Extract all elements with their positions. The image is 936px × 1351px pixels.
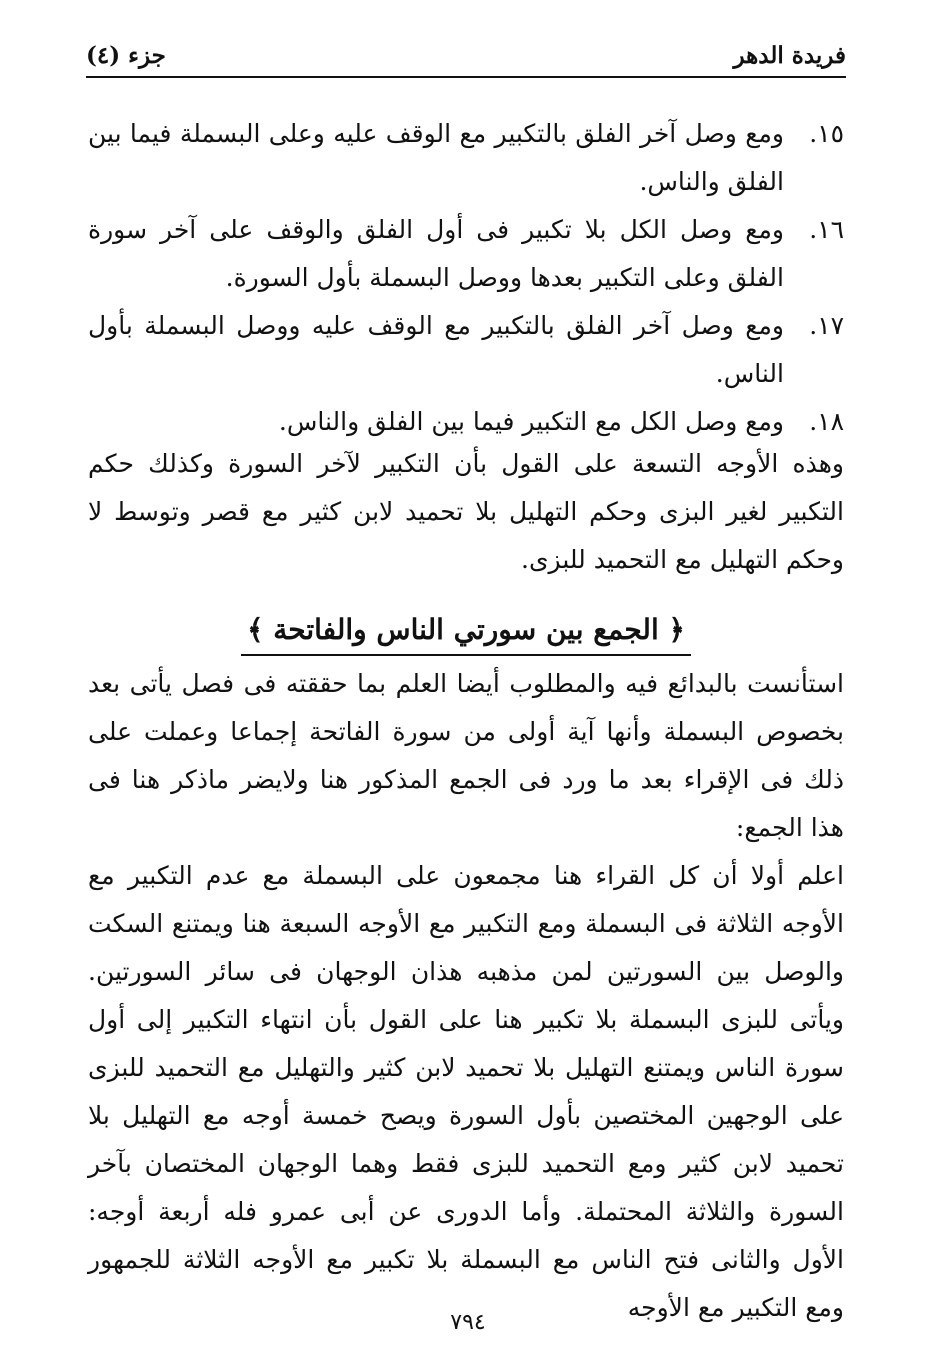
section-body [88,660,844,1332]
list-item-number: ١٦. [809,215,844,244]
list-item [88,398,844,446]
list-item-text: ومع وصل آخر الفلق بالتكبير مع الوقف عليه ووصل البسملة بأول الناس. [88,311,784,388]
running-header [86,36,846,76]
section-heading-text: ﴿ الجمع بين سورتي الناس والفاتحة ﴾ [241,608,691,656]
list-item [88,110,844,206]
section-heading [88,608,844,656]
list-item [88,206,844,302]
list-item-number: ١٥. [809,119,844,148]
section-paragraph-2: اعلم أولا أن كل القراء هنا مجمعون على البسملة مع عدم التكبير مع الأوجه الثلاثة فى البسملة ومع التكبير مع الأوجه السبعة هنا ويمتنع السكت والوصل بين السورتين لمن مذهبه هذان الوجهان فى سائر السورتين. ويأتى للبزى البسملة بلا تكبير هنا على القول بأن انتهاء التكبير إلى أول سورة الناس ويمتنع التهليل بلا تحميد لابن كثير والتهليل مع التحميد للبزى على الوجهين المختصين بأول السورة ويصح خمسة أوجه مع التهليل بلا تحميد لابن كثير ومع التحميد للبزى فقط وهما الوجهان المختصان بآخر السورة والثلاثة المحتملة. وأما الدورى عن أبى عمرو فله أربعة أوجه: الأول والثانى فتح الناس مع البسملة بلا تكبير مع الأوجه الثلاثة للجمهور ومع التكبير مع الأوجه [88,861,844,1322]
summary-paragraph: وهذه الأوجه التسعة على القول بأن التكبير لآخر السورة وكذلك حكم التكبير لغير البزى وحكم التهليل بلا تحميد لابن كثير مع قصر وتوسط لا وحكم التهليل مع التحميد للبزى. [88,449,844,574]
section-paragraph-1: استأنست بالبدائع فيه والمطلوب أيضا العلم بما حققته فى فصل يأتى بعد بخصوص البسملة وأنها آية أولى من سورة الفاتحة إجماعا وعملت على ذلك فى الإقراء بعد ما ورد فى الجمع المذكور هنا ولايضر ماذكر هنا فى هذا الجمع: [88,669,844,842]
page-number: ٧٩٤ [450,1310,486,1335]
numbered-list [88,110,844,446]
list-item [88,302,844,398]
volume-label: جزء (٤) [86,42,166,69]
book-title: فريدة الدهر [733,42,846,69]
list-item-text: ومع وصل الكل بلا تكبير فى أول الفلق والوقف على آخر سورة الفلق وعلى التكبير بعدها ووصل البسملة بأول السورة. [88,215,784,292]
list-item-text: ومع وصل آخر الفلق بالتكبير مع الوقف عليه وعلى البسملة فيما بين الفلق والناس. [88,119,784,196]
header-rule [86,76,846,78]
list-item-number: ١٨. [809,407,844,436]
list-item-text: ومع وصل الكل مع التكبير فيما بين الفلق والناس. [278,407,784,436]
list-item-number: ١٧. [809,311,844,340]
